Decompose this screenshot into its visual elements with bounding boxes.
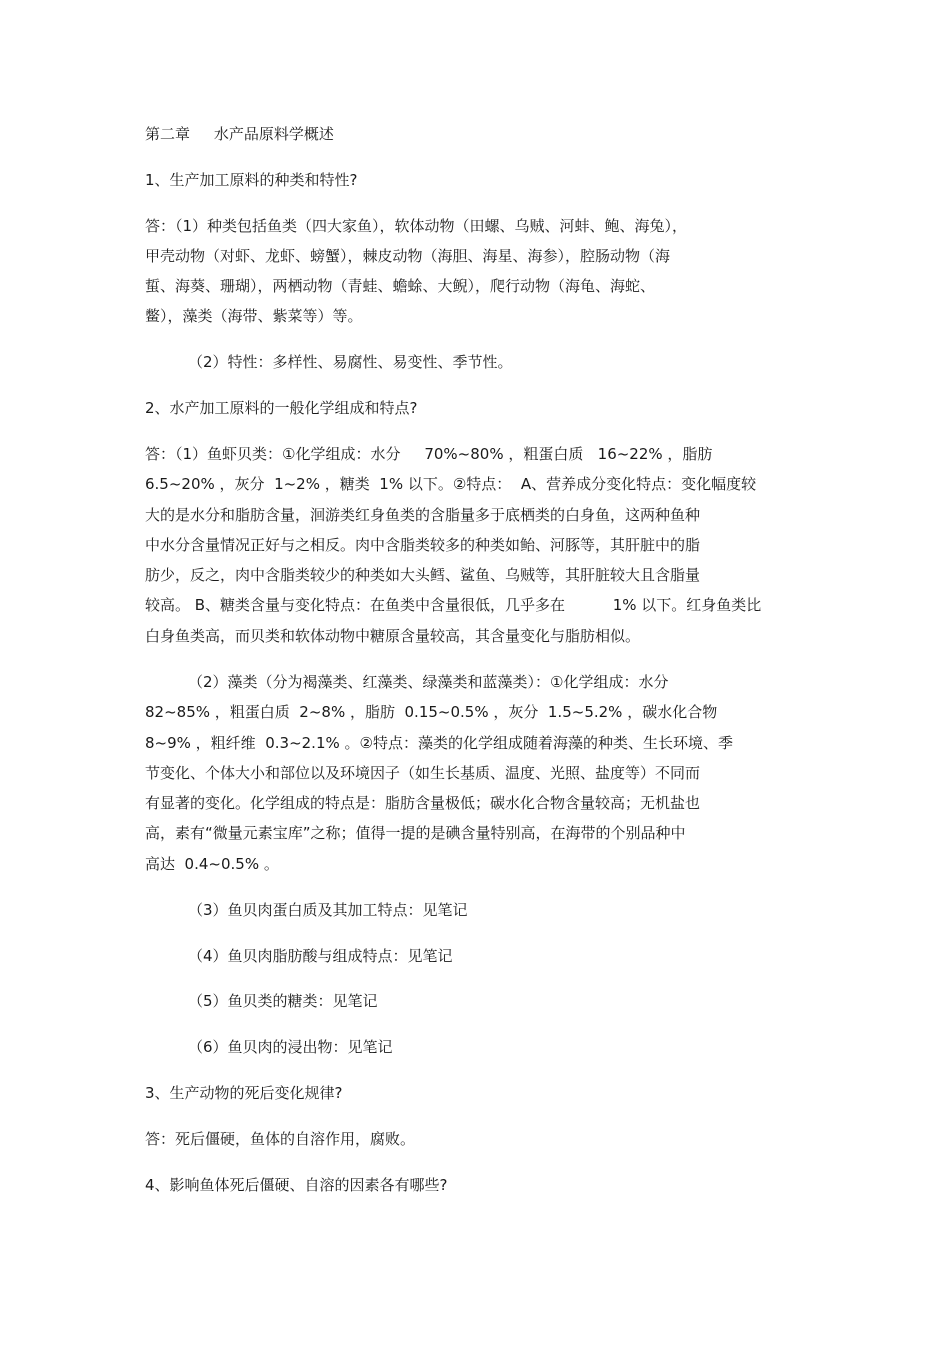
answer-2b-line: 8~9% ，粗纤维 0.3~2.1% 。②特点：藻类的化学组成随着海藻的种类、生长环境、季 <box>145 734 733 752</box>
question-3: 3、生产动物的死后变化规律? <box>145 1084 343 1102</box>
answer-2b-line: 82~85% ，粗蛋白质 2~8% ，脂肪 0.15~0.5% ，灰分 1.5~5.2% ，碳水化合物 <box>145 703 718 721</box>
answer-2-line: 答：（1）鱼虾贝类：①化学组成：水分 70%~80% ，粗蛋白质 16~22% ，脂肪 <box>145 445 713 463</box>
answer-2-point-3: （3）鱼贝肉蛋白质及其加工特点：见笔记 <box>188 901 468 919</box>
answer-2b-line: 节变化、个体大小和部位以及环境因子（如生长基质、温度、光照、盐度等）不同而 <box>145 764 701 782</box>
question-1: 1、生产加工原料的种类和特性? <box>145 171 358 189</box>
chapter-title: 第二章 水产品原料学概述 <box>145 125 334 143</box>
answer-2-line: 较高。 B、糖类含量与变化特点：在鱼类中含量很低，几乎多在 1% 以下。红身鱼类比 <box>145 596 762 614</box>
answer-2b-line: 高，素有“微量元素宝库”之称；值得一提的是碘含量特别高，在海带的个别品种中 <box>145 824 686 842</box>
answer-2-point-5: （5）鱼贝类的糖类：见笔记 <box>188 992 378 1010</box>
answer-2-line: 中水分含量情况正好与之相反。肉中含脂类较多的种类如鲐、河豚等，其肝脏中的脂 <box>145 536 701 554</box>
answer-1-line: 答：（1）种类包括鱼类（四大家鱼），软体动物（田螺、乌贼、河蚌、鲍、海兔）， <box>145 217 688 235</box>
answer-2-line: 6.5~20% ，灰分 1~2% ，糖类 1% 以下。②特点： A、营养成分变化特点：变化幅度较 <box>145 475 757 493</box>
answer-1-line: 鳖），藻类（海带、紫菜等）等。 <box>145 307 363 325</box>
answer-2-line: 肪少，反之，肉中含脂类较少的种类如大头鳕、鲨鱼、乌贼等，其肝脏较大且含脂量 <box>145 566 701 584</box>
answer-3: 答：死后僵硬，鱼体的自溶作用，腐败。 <box>145 1130 416 1148</box>
answer-1-line: 蜇、海葵、珊瑚），两栖动物（青蛙、蟾蜍、大鲵），爬行动物（海龟、海蛇、 <box>145 277 656 295</box>
answer-2b-line: （2）藻类（分为褐藻类、红藻类、绿藻类和蓝藻类）：①化学组成：水分 <box>188 673 669 691</box>
answer-2-point-4: （4）鱼贝肉脂肪酸与组成特点：见笔记 <box>188 947 453 965</box>
answer-1-line: 甲壳动物（对虾、龙虾、螃蟹），棘皮动物（海胆、海星、海参），腔肠动物（海 <box>145 247 671 265</box>
answer-2-line: 白身鱼类高，而贝类和软体动物中糖原含量较高，其含量变化与脂肪相似。 <box>145 627 641 645</box>
question-4: 4、影响鱼体死后僵硬、自溶的因素各有哪些? <box>145 1176 448 1194</box>
question-2: 2、水产加工原料的一般化学组成和特点? <box>145 399 418 417</box>
answer-2-point-6: （6）鱼贝肉的浸出物：见笔记 <box>188 1038 393 1056</box>
answer-2b-line: 有显著的变化。化学组成的特点是：脂肪含量极低；碳水化合物含量较高；无机盐也 <box>145 794 701 812</box>
answer-2-line: 大的是水分和脂肪含量，洄游类红身鱼类的含脂量多于底栖类的白身鱼，这两种鱼种 <box>145 506 701 524</box>
answer-1-point-2: （2）特性：多样性、易腐性、易变性、季节性。 <box>188 353 513 371</box>
answer-2b-line: 高达 0.4~0.5% 。 <box>145 855 279 873</box>
